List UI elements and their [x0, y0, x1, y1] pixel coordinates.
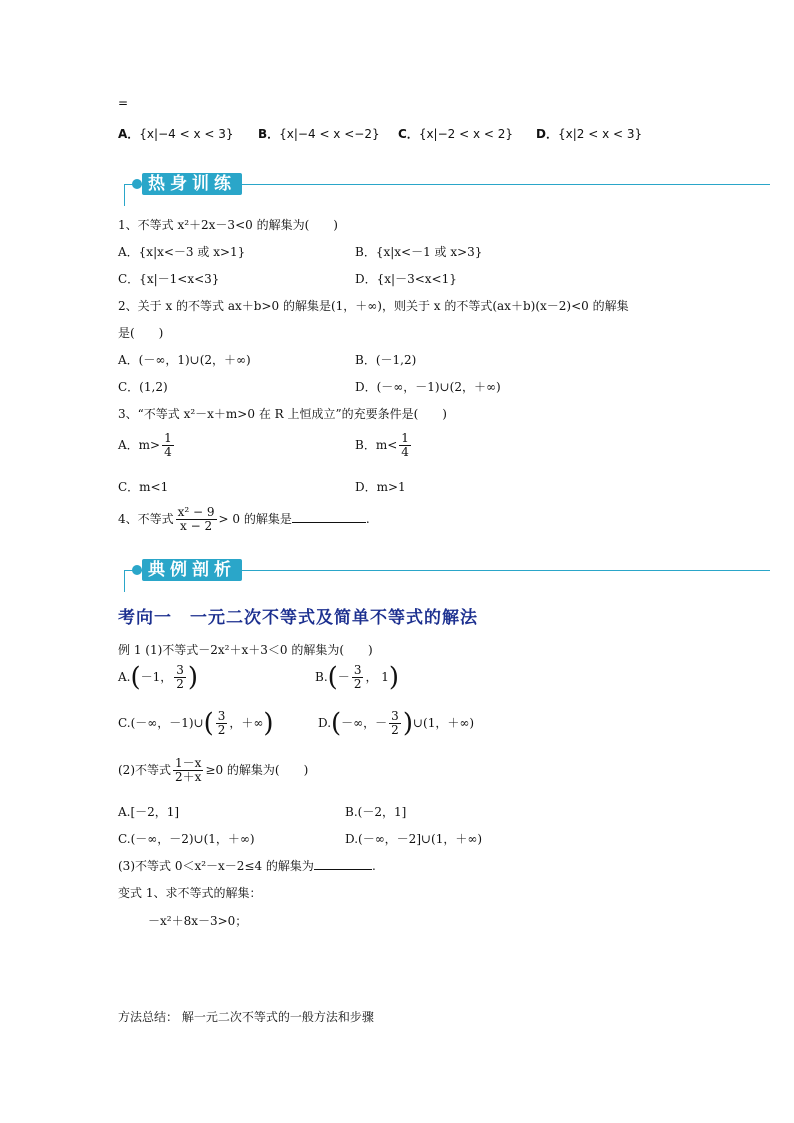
q2-stem-line2: 是( ) [118, 326, 164, 340]
ex3-prefix: (3)不等式 0＜x²－x－2≤4 的解集为 [118, 859, 314, 873]
option-label: C． [398, 127, 419, 141]
fraction-numerator: 1－x [175, 756, 202, 770]
fraction [176, 506, 217, 533]
paren-left: ( [327, 662, 338, 693]
option-label: A. [118, 670, 131, 685]
ex2-option-d: D.(－∞，－2]∪(1，＋∞) [345, 832, 483, 846]
paren-left: ( [331, 708, 342, 739]
q1-option-b: B．{x|x<－1 或 x>3} [355, 245, 483, 259]
option-text: －1， [140, 670, 173, 685]
option-label: A． [118, 127, 140, 141]
fraction [174, 664, 186, 691]
q1-option-a: A．{x|x<－3 或 x>1} [118, 245, 246, 259]
option-text: {x|−2 < x < 2} [418, 127, 514, 141]
fraction-denominator: 4 [164, 445, 172, 460]
ex3-stem [118, 857, 376, 874]
ex1-option-c [118, 710, 274, 737]
fraction-numerator: 1 [401, 431, 409, 445]
option-text: {x|2 < x < 3} [557, 127, 643, 141]
fraction-denominator: 2 [217, 723, 226, 738]
option-text: － [337, 670, 350, 685]
option-label: B. [315, 670, 328, 685]
option-text: －∞，－ [341, 716, 388, 731]
variant-expression: －x²＋8x－3>0； [148, 914, 248, 928]
q2-option-c: C．(1,2) [118, 380, 168, 394]
q2-option-d: D．(－∞，－1)∪(2，＋∞) [355, 380, 501, 394]
fraction [162, 432, 174, 459]
option-text: ∪(1，＋∞) [412, 716, 475, 731]
paren-right: ) [187, 662, 199, 693]
fraction-denominator: 4 [401, 445, 409, 460]
top-option-d [536, 125, 642, 142]
fraction-denominator: 2 [353, 677, 362, 692]
q1-stem: 1、不等式 x²＋2x－3<0 的解集为( ) [118, 218, 338, 232]
top-option-c [398, 125, 513, 142]
paren-left: ( [203, 708, 214, 739]
top-option-a [118, 125, 234, 142]
paren-right: ) [263, 708, 274, 739]
fraction [399, 432, 411, 459]
q4-stem [118, 506, 370, 533]
paren-right: ) [388, 662, 400, 693]
section-banner-warmup [118, 176, 770, 216]
ex2-suffix: ≥0 的解集为( ) [205, 763, 309, 778]
section-heading: 考向一 一元二次不等式及简单不等式的解法 [118, 608, 478, 628]
option-text: {x|−4 < x < 3} [139, 127, 234, 141]
option-label: B． [258, 127, 280, 141]
q4-prefix: 4、不等式 [118, 512, 174, 527]
option-text: ， 1 [365, 670, 389, 685]
banner-title: 热身训练 [142, 173, 242, 195]
paren-left: ( [130, 662, 141, 693]
fraction [173, 757, 203, 784]
q3-stem: 3、“不等式 x²－x＋m>0 在 R 上恒成立”的充要条件是( ) [118, 407, 447, 421]
q2-option-b: B．(－1,2) [355, 353, 417, 367]
fraction-numerator: x² − 9 [177, 505, 215, 519]
q3-option-b [355, 432, 413, 459]
fraction-numerator: 3 [217, 709, 226, 723]
ex2-option-a: A.[－2，1] [118, 805, 180, 819]
variant-title: 变式 1、求不等式的解集： [118, 886, 262, 900]
q3-option-d: D．m>1 [355, 480, 406, 494]
top-option-b [258, 125, 380, 142]
q4-suffix: > 0 的解集是 [218, 512, 292, 527]
option-prefix: A．m> [118, 438, 161, 453]
method-summary: 方法总结： 解一元二次不等式的一般方法和步骤 [118, 1010, 374, 1024]
option-label: D． [536, 127, 558, 141]
q4-end: . [365, 512, 370, 527]
fraction [216, 710, 228, 737]
fraction-numerator: 1 [164, 431, 172, 445]
ex1-option-b [315, 664, 399, 691]
ex3-end: . [371, 859, 376, 873]
ex2-option-b: B.(－2，1] [345, 805, 407, 819]
equals-sign: = [118, 96, 129, 110]
banner-line-vertical [124, 570, 125, 592]
paren-right: ) [402, 708, 413, 739]
ex1-stem: 例 1 (1)不等式－2x²＋x＋3＜0 的解集为( ) [118, 643, 373, 657]
banner-line-vertical [124, 184, 125, 206]
option-label: D. [318, 716, 332, 731]
fraction-numerator: 3 [353, 663, 362, 677]
ex2-prefix: (2)不等式 [118, 763, 171, 778]
q2-option-a: A．(－∞，1)∪(2，＋∞) [118, 353, 251, 367]
answer-blank[interactable] [314, 857, 372, 870]
ex2-stem [118, 757, 308, 784]
q3-option-a [118, 432, 176, 459]
ex1-option-a [118, 664, 198, 691]
fraction [389, 710, 401, 737]
banner-title: 典例剖析 [142, 559, 242, 581]
option-prefix: B．m< [355, 438, 398, 453]
q1-option-d: D．{x|－3<x<1} [355, 272, 457, 286]
fraction-denominator: x − 2 [180, 519, 213, 534]
fraction-numerator: 3 [391, 709, 399, 723]
fraction-denominator: 2 [176, 677, 184, 692]
section-banner-examples [118, 562, 770, 602]
answer-blank[interactable] [292, 510, 366, 523]
q1-option-c: C．{x|－1<x<3} [118, 272, 220, 286]
fraction [352, 664, 364, 691]
option-text: ，＋∞ [229, 716, 264, 731]
q2-stem-line1: 2、关于 x 的不等式 ax＋b>0 的解集是(1，＋∞)，则关于 x 的不等式(ax＋b)(x－2)<0 的解集 [118, 299, 629, 313]
q3-option-c: C．m<1 [118, 480, 169, 494]
ex2-option-c: C.(－∞，－2)∪(1，＋∞) [118, 832, 255, 846]
ex1-option-d [318, 710, 474, 737]
fraction-denominator: 2 [391, 723, 399, 738]
option-label: C.(－∞，－1)∪ [118, 716, 204, 731]
fraction-denominator: 2＋x [175, 770, 202, 785]
fraction-numerator: 3 [176, 663, 184, 677]
option-text: {x|−4 < x <−2} [279, 127, 380, 141]
